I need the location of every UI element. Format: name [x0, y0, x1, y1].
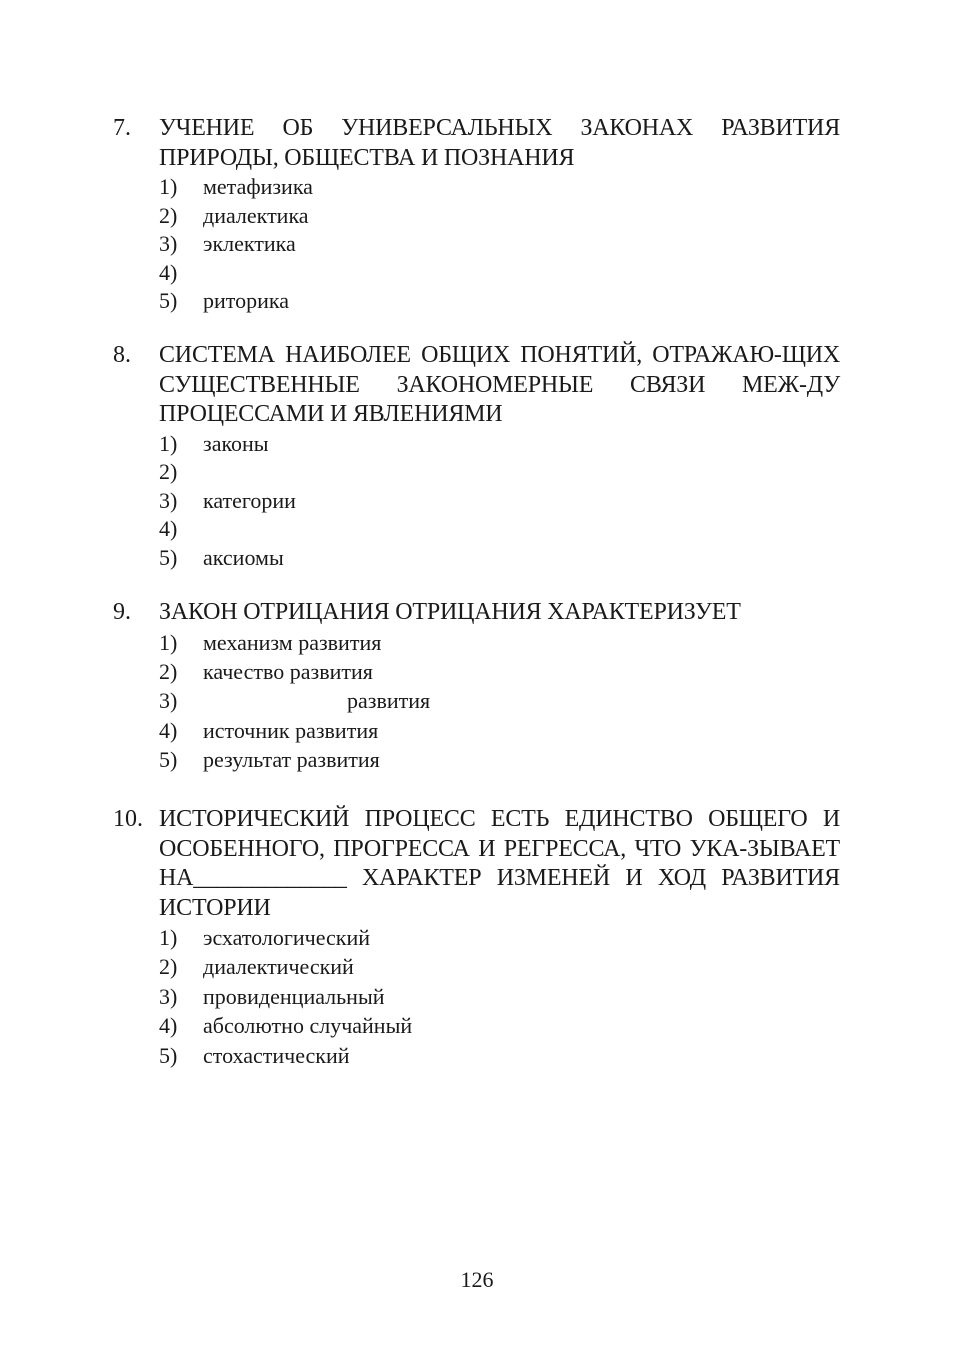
- question-number: 7.: [113, 115, 131, 141]
- option-number: 3): [159, 983, 178, 1009]
- option-number: 1): [159, 430, 178, 456]
- option-text: абсолютно случайный: [203, 1013, 413, 1039]
- answer-option: [159, 487, 840, 516]
- option-number: 1): [159, 174, 178, 199]
- option-number: 3): [159, 688, 178, 714]
- question-text: ЗАКОН ОТРИЦАНИЯ ОТРИЦАНИЯ ХАРАКТЕРИЗУЕТ: [159, 599, 741, 625]
- answer-option: [159, 173, 840, 202]
- question-8: [113, 341, 840, 572]
- question-text: ИСТОРИЧЕСКИЙ ПРОЦЕСС ЕСТЬ ЕДИНСТВО ОБЩЕГО И ОСОБЕННОГО, ПРОГРЕССА И РЕГРЕССА, ЧТО УКА-ЗЫВАЕТ НА_____________ ХАРАКТЕР ИЗМЕНЕЙ И ХОД РАЗВИТИЯ ИСТОРИИ: [159, 806, 840, 921]
- option-text: качество развития: [203, 658, 373, 684]
- option-number: 3): [159, 231, 178, 257]
- answer-option: [159, 515, 840, 544]
- option-number: 3): [159, 487, 178, 513]
- answer-option: [159, 544, 840, 573]
- option-text: риторика: [203, 288, 289, 314]
- question-text: СИСТЕМА НАИБОЛЕЕ ОБЩИХ ПОНЯТИЙ, ОТРАЖАЮ-ЩИХ СУЩЕСТВЕННЫЕ ЗАКОНОМЕРНЫЕ СВЯЗИ МЕЖ-ДУ ПРОЦЕССАМИ И ЯВЛЕНИЯМИ: [159, 342, 840, 427]
- question-text: УЧЕНИЕ ОБ УНИВЕРСАЛЬНЫХ ЗАКОНАХ РАЗВИТИЯ ПРИРОДЫ, ОБЩЕСТВА И ПОЗНАНИЯ: [159, 115, 840, 171]
- option-number: 4): [159, 259, 178, 285]
- answer-option: [159, 1011, 840, 1040]
- option-number: 2): [159, 202, 178, 228]
- option-number: 4): [159, 717, 178, 743]
- option-text: метафизика: [203, 174, 313, 199]
- option-text: законы: [203, 430, 269, 456]
- answer-option: [159, 745, 840, 774]
- answer-option: [159, 923, 840, 952]
- question-header: [113, 805, 840, 923]
- option-text: результат развития: [203, 747, 380, 773]
- option-number: 5): [159, 1042, 178, 1068]
- answer-option: [159, 657, 840, 686]
- option-number: 5): [159, 747, 178, 773]
- option-text: эсхатологический: [203, 925, 371, 950]
- question-number: 10.: [113, 806, 143, 832]
- answer-option: [159, 287, 840, 316]
- page-number: 126: [460, 1267, 494, 1292]
- option-number: 2): [159, 459, 178, 485]
- option-text: категории: [203, 487, 296, 513]
- option-text: диалектика: [203, 202, 309, 228]
- question-header: [113, 341, 840, 430]
- option-text: [203, 458, 840, 487]
- answer-option: [159, 230, 840, 259]
- answer-option: [159, 458, 840, 487]
- answer-options: [113, 923, 840, 1070]
- option-number: 4): [159, 1013, 178, 1039]
- option-number: 1): [159, 629, 178, 655]
- option-text: стохастический: [203, 1042, 350, 1068]
- option-number: 4): [159, 516, 178, 542]
- answer-option: [159, 628, 840, 657]
- answer-option: [159, 716, 840, 745]
- option-text: развития: [347, 688, 431, 714]
- answer-options: [113, 430, 840, 573]
- option-text: механизм развития: [203, 629, 382, 655]
- option-text: аксиомы: [203, 544, 284, 570]
- option-text: [203, 515, 840, 544]
- question-number: 9.: [113, 599, 131, 625]
- option-text: эклектика: [203, 231, 296, 257]
- question-header: [113, 598, 840, 628]
- answer-option: [159, 202, 840, 231]
- option-number: 2): [159, 954, 178, 980]
- question-9: [113, 598, 840, 774]
- answer-option: [159, 982, 840, 1011]
- question-number: 8.: [113, 342, 131, 368]
- answer-option: [159, 430, 840, 459]
- option-number: 5): [159, 288, 178, 314]
- option-text: диалектический: [203, 954, 354, 980]
- answer-option: [159, 259, 840, 288]
- option-text: провиденциальный: [203, 983, 385, 1009]
- option-text: источник развития: [203, 717, 379, 743]
- answer-option: [159, 1041, 840, 1070]
- answer-options: [113, 173, 840, 316]
- option-text: [203, 259, 840, 288]
- answer-option: [159, 952, 840, 981]
- question-10: [113, 805, 840, 1070]
- option-number: 5): [159, 544, 178, 570]
- question-header: [113, 114, 840, 173]
- question-7: [113, 114, 840, 316]
- option-number: 2): [159, 658, 178, 684]
- answer-options: [113, 628, 840, 775]
- answer-option: [159, 686, 840, 715]
- option-number: 1): [159, 925, 178, 950]
